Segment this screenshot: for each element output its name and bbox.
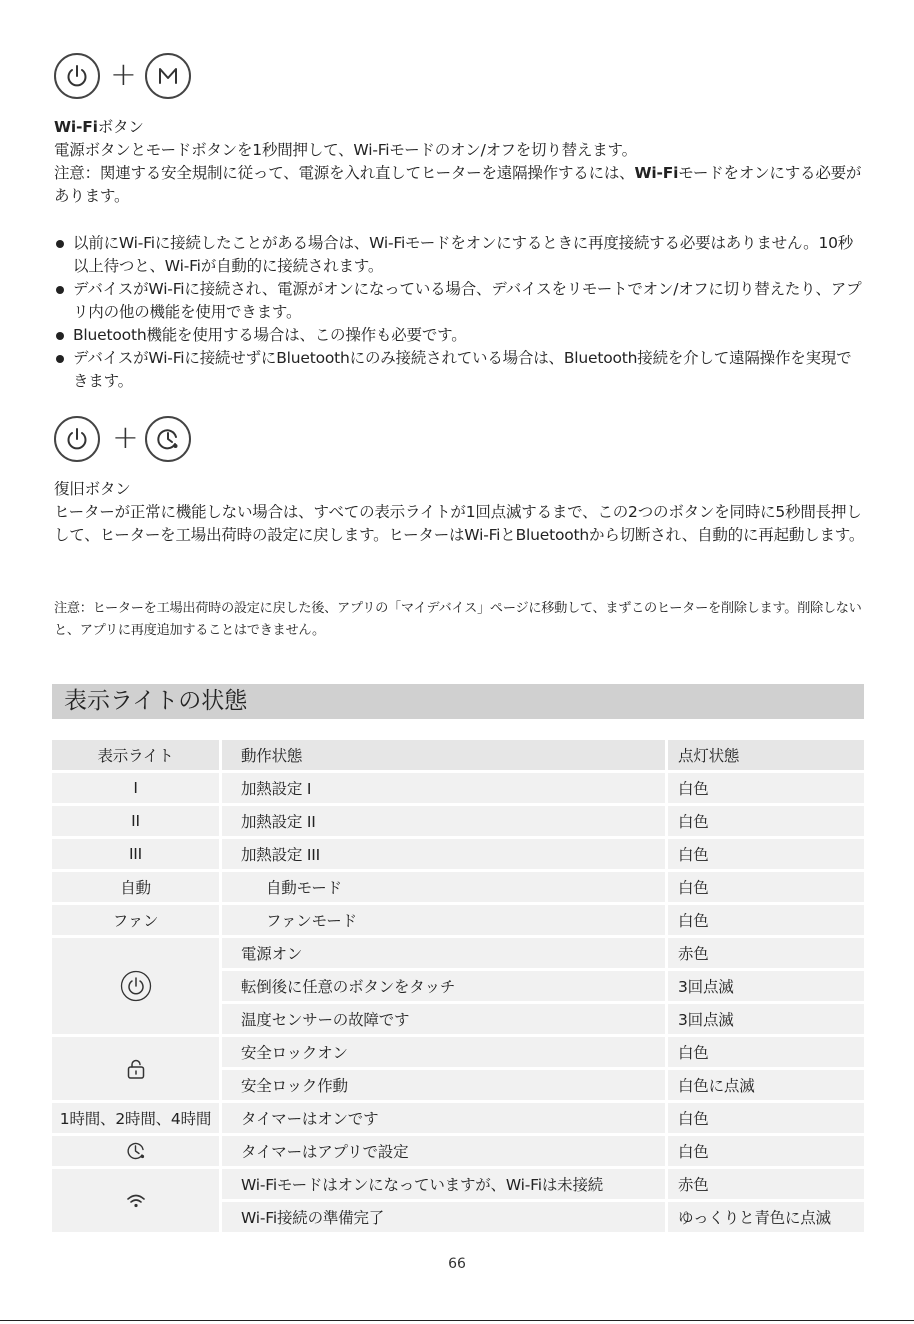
wifi-note: 注意：関連する安全規制に従って、電源を入れ直してヒーターを遠隔操作するには、Wi-Fiモードをオンにする必要があります。 (54, 164, 862, 205)
table-row: 1時間、2時間、4時間 タイマーはオンです 白色 (52, 1103, 864, 1133)
table-row: Wi-Fi接続の準備完了 ゆっくりと青色に点滅 (52, 1202, 864, 1232)
table-row: 温度センサーの故障です 3回点滅 (52, 1004, 864, 1034)
section-title-bar (52, 684, 864, 719)
power-icon (62, 61, 92, 91)
table-header-row (52, 740, 864, 770)
list-item: Bluetooth機能を使用する場合は、この操作も必要です。 (54, 324, 866, 347)
wifi-bullet-list (54, 232, 866, 393)
power-indicator-cell (52, 938, 222, 1034)
plus-sign: + (112, 418, 139, 456)
wifi-instruction: 電源ボタンとモードボタンを1秒間押して、Wi-Fiモードのオン/オフを切り替えます。 (54, 141, 637, 159)
reset-body: ヒーターが正常に機能しない場合は、すべての表示ライトが1回点滅するまで、この2つのボタンを同時に5秒間長押しして、ヒーターを工場出荷時の設定に戻します。ヒーターはWi-FiとBluetoothから切断され、自動的に再起動します。 (54, 503, 865, 544)
power-icon (62, 424, 92, 454)
table-row: Wi-Fiモードはオンになっていますが、Wi-Fiは未接続 赤色 (52, 1169, 864, 1199)
list-item: 以前にWi-Fiに接続したことがある場合は、Wi-Fiモードをオンにするときに再度接続する必要はありません。10秒以上待つと、Wi-Fiが自動的に接続されます。 (54, 232, 866, 278)
table-row: 転倒後に任意のボタンをタッチ 3回点滅 (52, 971, 864, 1001)
plus-sign: + (110, 55, 137, 93)
table-row: 安全ロックオン 白色 (52, 1037, 864, 1067)
header-indicator: 表示ライト (52, 740, 222, 770)
page-number: 66 (448, 1256, 466, 1272)
power-button-icon (54, 53, 100, 99)
table-row: I 加熱設定 I 白色 (52, 773, 864, 803)
indicator-status-table (52, 737, 864, 1235)
lock-indicator-cell (52, 1037, 222, 1100)
table-row: III 加熱設定 III 白色 (52, 839, 864, 869)
table-row: 自動 自動モード 白色 (52, 872, 864, 902)
table-row: II 加熱設定 II 白色 (52, 806, 864, 836)
reset-note: 注意：ヒーターを工場出荷時の設定に戻した後、アプリの「マイデバイス」ページに移動して、まずこのヒーターを削除します。削除しないと、アプリに再度追加することはできません。 (54, 601, 862, 638)
timer-icon (125, 1140, 147, 1162)
table-row: 安全ロック作動 白色に点滅 (52, 1070, 864, 1100)
table-row: 電源オン 赤色 (52, 938, 864, 968)
list-item: デバイスがWi-Fiに接続され、電源がオンになっている場合、デバイスをリモートでオン/オフに切り替えたり、アプリ内の他の機能を使用できます。 (54, 278, 866, 324)
page-bottom-rule (0, 1320, 914, 1321)
reset-section (54, 478, 866, 547)
wifi-indicator-cell (52, 1169, 222, 1232)
wifi-section (54, 116, 866, 208)
list-item: デバイスがWi-Fiに接続せずにBluetoothにのみ接続されている場合は、Bluetooth接続を介して遠隔操作を実現できます。 (54, 347, 866, 393)
table-row: ファン ファンモード 白色 (52, 905, 864, 935)
wifi-heading: Wi-Fiボタン (54, 118, 144, 136)
timer-button-icon (145, 416, 191, 462)
timer-icon (153, 424, 183, 454)
lock-icon (125, 1058, 147, 1080)
timer-indicator-cell (52, 1136, 222, 1166)
wifi-icon (126, 1193, 146, 1209)
power-button-icon-reset (54, 416, 100, 462)
header-lamp: 点灯状態 (668, 740, 864, 770)
section-title: 表示ライトの状態 (64, 688, 248, 714)
table-row: タイマーはアプリで設定 白色 (52, 1136, 864, 1166)
power-icon (120, 970, 152, 1002)
reset-heading: 復旧ボタン (54, 480, 131, 498)
mode-button-icon (145, 53, 191, 99)
header-operation: 動作状態 (222, 740, 668, 770)
mode-m-icon (153, 61, 183, 91)
